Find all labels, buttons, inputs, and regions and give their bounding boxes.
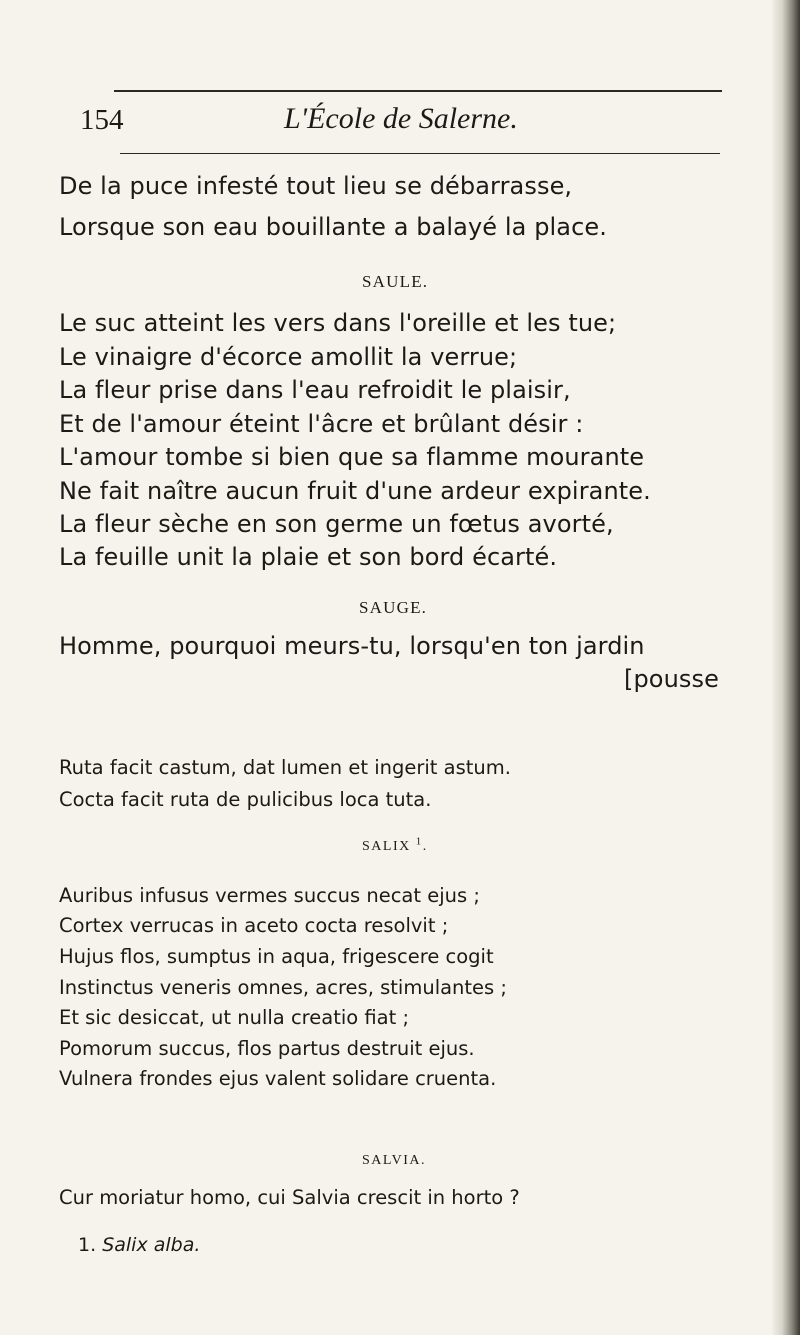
latin-verse-line: Hujus flos, sumptus in aqua, frigescere cogit [59,945,494,968]
latin-verse-line: Auribus infusus vermes succus necat ejus ; [59,884,480,907]
verse-line: L'amour tombe si bien que sa flamme mourante [59,443,645,471]
verse-line: Le suc atteint les vers dans l'oreille et les tue; [59,309,617,337]
footnote-text: Salix alba. [102,1234,201,1256]
latin-verse-line: Ruta facit castum, dat lumen et ingerit astum. [59,756,511,779]
verse-line: Lorsque son eau bouillante a balayé la place. [59,213,607,241]
header-top-rule [114,90,722,92]
header-bottom-rule [120,153,720,154]
verse-line: Homme, pourquoi meurs-tu, lorsqu'en ton jardin [59,632,645,660]
page-number: 154 [80,104,124,136]
latin-verse-line: Cocta facit ruta de pulicibus loca tuta. [59,788,432,811]
latin-verse-line: Pomorum succus, flos partus destruit ejus. [59,1037,475,1060]
footnote [78,1233,200,1257]
section-heading-salvia: SALVIA. [362,1153,427,1168]
verse-line: La feuille unit la plaie et son bord écarté. [59,543,558,571]
page-binding-edge [772,0,800,1335]
footnote-reference: 1 [415,835,423,848]
section-heading-saule: SAULE. [362,272,429,291]
latin-verse-line: Et sic desiccat, ut nulla creatio fiat ; [59,1006,410,1029]
salix-heading-period: . [422,839,428,854]
running-title: L'École de Salerne. [284,102,518,135]
salix-heading-text: SALIX [362,839,411,854]
footnote-number: 1. [78,1234,97,1256]
section-heading-salix [362,835,428,855]
latin-verse-line: Vulnera frondes ejus valent solidare cruenta. [59,1067,497,1090]
verse-line: La fleur sèche en son germe un fœtus avorté, [59,510,614,538]
verse-line: De la puce infesté tout lieu se débarrasse, [59,172,573,200]
latin-verse-line: Instinctus veneris omnes, acres, stimulantes ; [59,976,507,999]
section-heading-sauge: SAUGE. [359,598,428,617]
verse-line: Ne fait naître aucun fruit d'une ardeur expirante. [59,477,651,505]
latin-verse-line: Cortex verrucas in aceto cocta resolvit ; [59,914,449,937]
verse-line: Et de l'amour éteint l'âcre et brûlant désir : [59,410,584,438]
verse-line-continuation: [pousse [624,665,719,693]
verse-line: Le vinaigre d'écorce amollit la verrue; [59,343,518,371]
verse-line: La fleur prise dans l'eau refroidit le plaisir, [59,376,571,404]
latin-verse-line: Cur moriatur homo, cui Salvia crescit in horto ? [59,1186,520,1209]
